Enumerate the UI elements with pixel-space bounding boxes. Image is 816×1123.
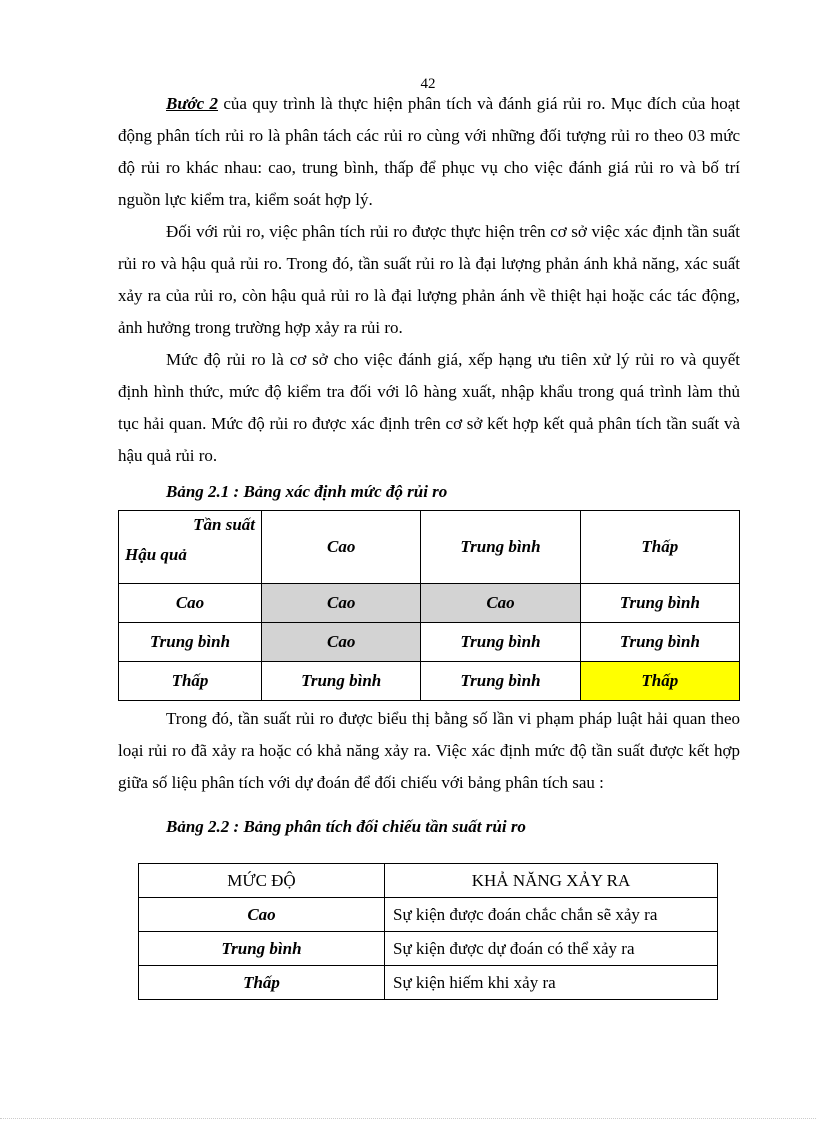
- table-cell: Trung bình: [580, 623, 739, 662]
- table-cell: Trung bình: [421, 662, 580, 701]
- row-header: Thấp: [119, 662, 262, 701]
- step-label: Bước 2: [166, 94, 219, 113]
- level-cell: Cao: [139, 898, 385, 932]
- table-cell: Trung bình: [580, 584, 739, 623]
- table-header-row: [119, 511, 740, 584]
- description-cell: Sự kiện được đoán chắc chắn sẽ xảy ra: [385, 898, 718, 932]
- column-header: MỨC ĐỘ: [139, 864, 385, 898]
- table-row: [119, 662, 740, 701]
- risk-matrix-table: [118, 510, 740, 701]
- table-2-caption: Bảng 2.2 : Bảng phân tích đối chiếu tần suất rủi ro: [166, 817, 526, 836]
- column-header: Cao: [262, 511, 421, 584]
- paragraph-step-2-text: của quy trình là thực hiện phân tích và đánh giá rủi ro. Mục đích của hoạt động phân tích rủi ro là phân tách các rủi ro cùng với những đối tượng rủi ro theo 03 mức độ rủi ro khác nhau: cao, trung bình, thấp để phục vụ cho việc đánh giá rủi ro và bố trí nguồn lực kiểm tra, kiểm soát hợp lý.: [118, 94, 740, 209]
- table-cell: Cao: [262, 623, 421, 662]
- paragraph-risk-level: Mức độ rủi ro là cơ sở cho việc đánh giá, xếp hạng ưu tiên xử lý rủi ro và quyết định hình thức, mức độ kiểm tra đối với lô hàng xuất, nhập khẩu trong quá trình làm thủ tục hải quan. Mức độ rủi ro được xác định trên cơ sở kết hợp kết quả phân tích tần suất và hậu quả rủi ro.: [118, 350, 740, 465]
- column-header: Thấp: [580, 511, 739, 584]
- footer-divider: [0, 1118, 816, 1119]
- column-header: Trung bình: [421, 511, 580, 584]
- column-header: KHẢ NĂNG XẢY RA: [385, 864, 718, 898]
- row-header: Trung bình: [119, 623, 262, 662]
- description-cell: Sự kiện được dự đoán có thể xảy ra: [385, 932, 718, 966]
- table-1-caption: Bảng 2.1 : Bảng xác định mức độ rủi ro: [166, 482, 448, 501]
- corner-consequence-label: Hậu quả: [125, 545, 187, 564]
- table-header-row: [139, 864, 718, 898]
- level-cell: Trung bình: [139, 932, 385, 966]
- description-cell: Sự kiện hiếm khi xảy ra: [385, 966, 718, 1000]
- paragraph-step-2: [118, 88, 740, 216]
- table-row: [139, 932, 718, 966]
- corner-cell: [119, 511, 262, 584]
- table-cell-highlighted: Thấp: [580, 662, 739, 701]
- table-cell: Cao: [262, 584, 421, 623]
- table-row: [139, 966, 718, 1000]
- table-row: [119, 584, 740, 623]
- page-content: [118, 88, 740, 1000]
- table-cell: Trung bình: [421, 623, 580, 662]
- paragraph-frequency: Trong đó, tần suất rủi ro được biểu thị bằng số lần vi phạm pháp luật hải quan theo loại rủi ro đã xảy ra hoặc có khả năng xảy ra. Việc xác định mức độ tần suất được kết hợp giữa số liệu phân tích với dự đoán để đối chiếu với bảng phân tích sau :: [118, 709, 740, 792]
- row-header: Cao: [119, 584, 262, 623]
- paragraph-risk-analysis: Đối với rủi ro, việc phân tích rủi ro được thực hiện trên cơ sở việc xác định tần suất rủi ro và hậu quả rủi ro. Trong đó, tần suất rủi ro là đại lượng phản ánh khả năng, xác suất xảy ra của rủi ro, còn hậu quả rủi ro là đại lượng phản ánh về thiệt hại hoặc các tác động, ảnh hưởng trong trường hợp xảy ra rủi ro.: [118, 222, 740, 337]
- level-cell: Thấp: [139, 966, 385, 1000]
- frequency-table: [138, 863, 718, 1000]
- page-number: 42: [420, 76, 436, 92]
- table-row: [119, 623, 740, 662]
- corner-frequency-label: Tần suất: [193, 515, 255, 534]
- table-cell: Cao: [421, 584, 580, 623]
- table-cell: Trung bình: [262, 662, 421, 701]
- table-row: [139, 898, 718, 932]
